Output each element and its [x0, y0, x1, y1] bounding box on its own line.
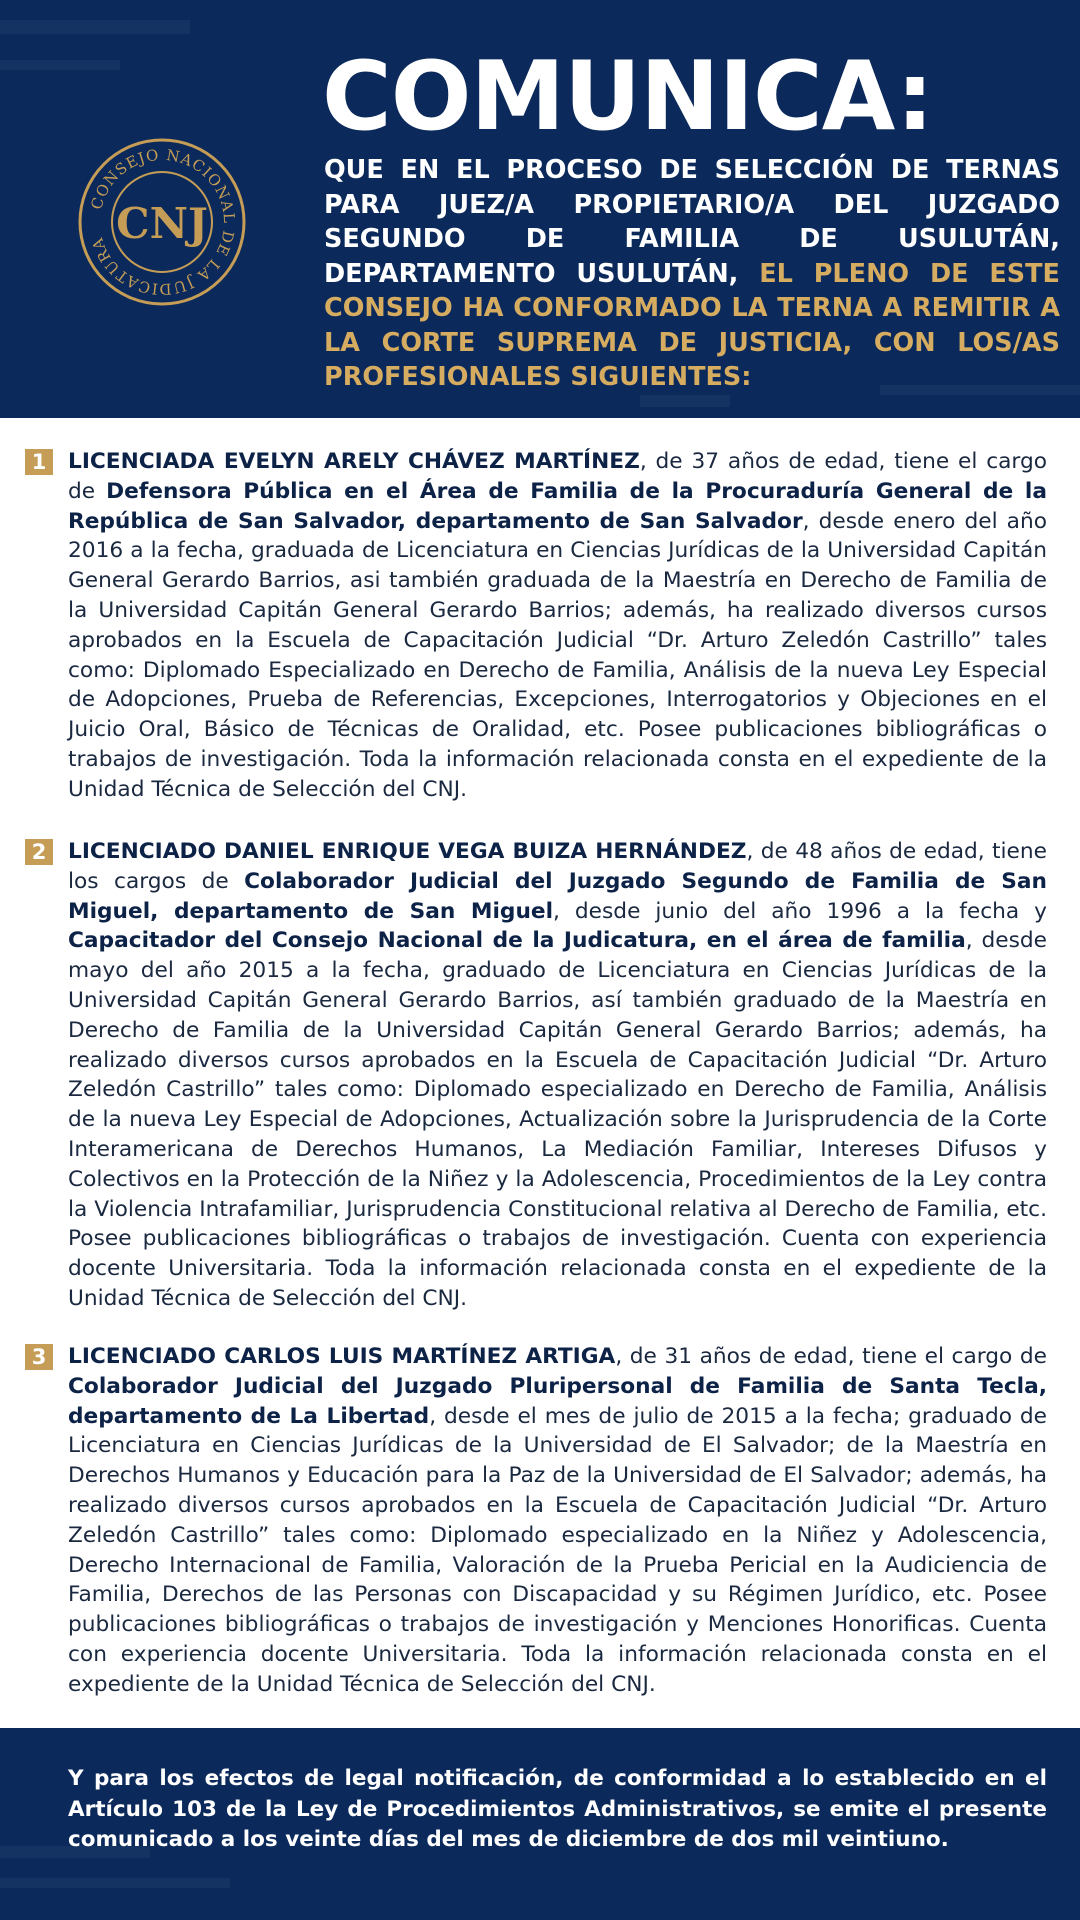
candidate-name: LICENCIADO DANIEL ENRIQUE VEGA BUIZA HERNÁNDEZ [68, 839, 747, 864]
candidate-number-badge: 2 [25, 839, 53, 865]
paragraph-text: , desde enero del año 2016 a la fecha, graduada de Licenciatura en Ciencias Jurídicas de la Universidad Capitán General Gerardo Barrios, asi también graduada de la Maestría en Derecho de Familia de la Universidad Capitán General Gerardo Barrios; además, ha realizado diversos cursos aprobados en la Escuela de Capacitación Judicial “Dr. Arturo Zeledón Castrillo” tales como: Diplomado Especializado en Derecho de Familia, Análisis de la nueva Ley Especial de Adopciones, Prueba de Referencias, Excepciones, Interrogatorios y Objeciones en el Juicio Oral, Básico de Técnicas de Oralidad, etc. Posee publicaciones bibliográficas o trabajos de investigación. Toda la información relacionada consta en el expediente de la Unidad Técnica de Selección del CNJ. [68, 508, 1047, 802]
header-banner [0, 0, 1080, 418]
cnj-seal-icon [77, 137, 247, 307]
intro-gold-text: EL PLENO DE ESTE CONSEJO HA CONFORMADO LA TERNA A REMITIR A LA CORTE SUPREMA DE JUSTICIA, CON LOS/AS PROFESIONALES SIGUIENTES: [324, 258, 1060, 392]
paragraph-text: , de 37 años de edad, tiene el cargo de [68, 449, 1047, 504]
cnj-seal [77, 137, 247, 307]
candidate-position-2: Capacitador del Consejo Nacional de la Judicatura, en el área de familia [68, 928, 966, 954]
page-title: COMUNICA: [322, 42, 934, 152]
seal-monogram: CNJ [116, 199, 208, 248]
candidate-number-badge: 1 [25, 449, 53, 475]
decorative-bar [0, 1878, 230, 1888]
candidate-position: Colaborador Judicial del Juzgado Pluripersonal de Familia de Santa Tecla, departamento de La Libertad [68, 1373, 1047, 1429]
paragraph-text: , desde mayo del año 2015 a la fecha, graduado de Licenciatura en Ciencias Jurídicas de la Universidad Capitán General Gerardo Barrios, así también graduado de la Maestría en Derecho de Familia de la Universidad Capitán General Gerardo Barrios; además, ha realizado diversos cursos aprobados en la Escuela de Capacitación Judicial “Dr. Arturo Zeledón Castrillo” tales como: Diplomado especializado en Derecho de Familia, Análisis de la nueva Ley Especial de Adopciones, Actualización sobre la Jurisprudencia de la Corte Interamericana de Derechos Humanos, La Mediación Familiar, Intereses Difusos y Colectivos en la Protección de la Niñez y la Adolescencia, Procedimientos de la Ley contra la Violencia Intrafamiliar, Jurisprudencia Constitucional relativa al Derecho de Familia, etc. Posee publicaciones bibliográficas o trabajos de investigación. Cuenta con experiencia docente Universitaria. Toda la información relacionada consta en el expediente de la Unidad Técnica de Selección del CNJ. [68, 928, 1047, 1311]
paragraph-text: , de 31 años de edad, tiene el cargo de [615, 1344, 1048, 1369]
intro-text [324, 153, 1060, 395]
candidate-paragraph [68, 447, 1047, 805]
decorative-bar [640, 395, 730, 407]
closing-statement: Y para los efectos de legal notificación, de conformidad a lo establecido en el Artículo 103 de la Ley de Procedimientos Administrativos, se emite el presente comunicado a los veinte días del mes de diciembre de dos mil veintiuno. [68, 1766, 1047, 1852]
candidate-number-badge: 3 [25, 1344, 53, 1370]
decorative-bar [0, 20, 190, 34]
paragraph-text: , desde junio del año 1996 a la fecha y [553, 898, 1047, 924]
candidate-position: Defensora Pública en el Área de Familia de la Procuraduría General de la República de San Salvador, departamento de San Salvador [68, 478, 1047, 534]
candidate-paragraph [68, 1342, 1047, 1700]
paragraph-text: , desde el mes de julio de 2015 a la fecha; graduado de Licenciatura en Ciencias Jurídicas de la Universidad de El Salvador; de la Maestría en Derechos Humanos y Educación para la Paz de la Universidad de El Salvador; además, ha realizado diversos cursos aprobados en la Escuela de Capacitación Judicial “Dr. Arturo Zeledón Castrillo” tales como: Diplomado especializado en la Niñez y Adolescencia, Derecho Internacional de Familia, Valoración de la Prueba Pericial en la Audiciencia de Familia, Derechos de las Personas con Discapacidad y su Régimen Jurídico, etc. Posee publicaciones bibliográficas o trabajos de investigación y Menciones Honorificas. Cuenta con experiencia docente Universitaria. Toda la información relacionada consta en el expediente de la Unidad Técnica de Selección del CNJ. [68, 1403, 1048, 1697]
candidate-paragraph [68, 837, 1047, 1314]
candidate-name: LICENCIADO CARLOS LUIS MARTÍNEZ ARTIGA [68, 1344, 616, 1369]
candidate-position: Colaborador Judicial del Juzgado Segundo de Familia de San Miguel, departamento de San Miguel [68, 868, 1047, 924]
paragraph-text: , de 48 años de edad, tiene los cargos de [68, 839, 1047, 894]
intro-white-text: QUE EN EL PROCESO DE SELECCIÓN DE TERNAS PARA JUEZ/A PROPIETARIO/A DEL JUZGADO SEGUNDO DE FAMILIA DE USULUTÁN, DEPARTAMENTO USULUTÁN, [324, 155, 1060, 289]
candidate-name: LICENCIADA EVELYN ARELY CHÁVEZ MARTÍNEZ [68, 449, 640, 474]
footer-banner [0, 1728, 1080, 1920]
decorative-bar [0, 60, 120, 70]
seal-ring-text: CONSEJO NACIONAL DE LA JUDICATURA [87, 145, 239, 299]
